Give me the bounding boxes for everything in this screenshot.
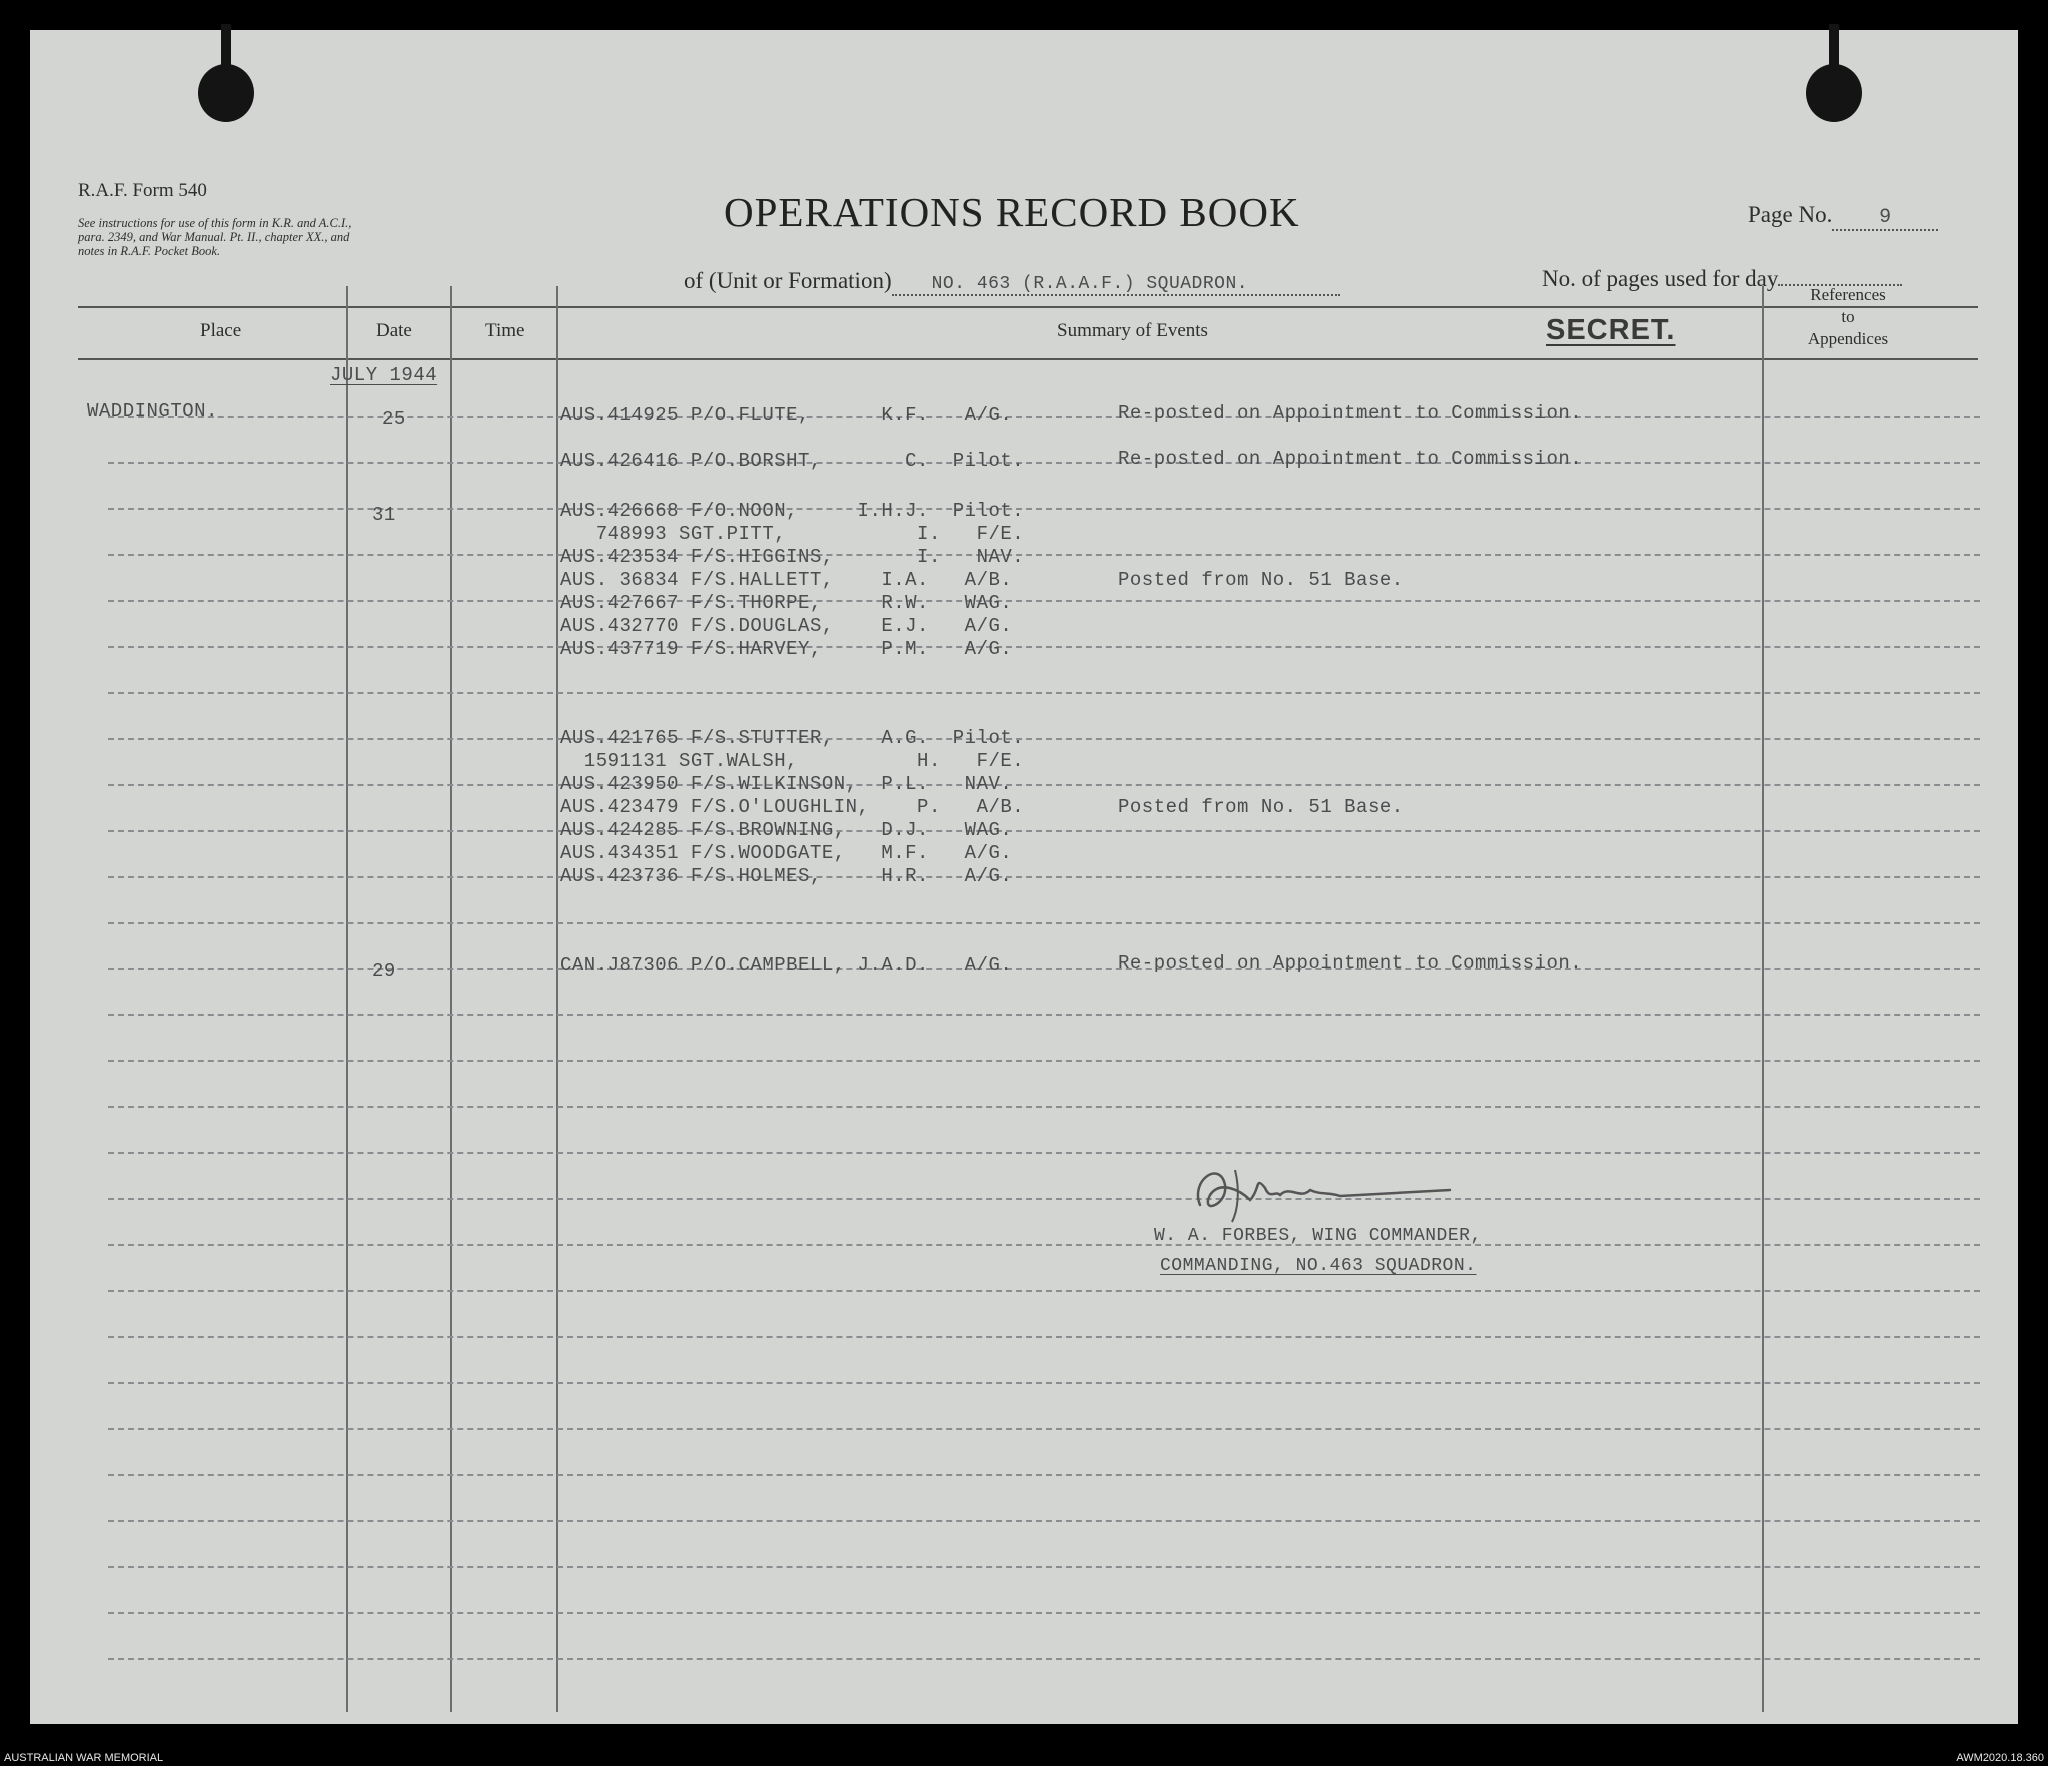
personnel-entry: AUS.423950 F/S.WILKINSON, P.L. NAV.: [560, 773, 1013, 795]
column-divider: [1762, 286, 1764, 1712]
ruled-line: [108, 1612, 1980, 1614]
unit-value: NO. 463 (R.A.A.F.) SQUADRON.: [931, 274, 1249, 294]
personnel-entry: AUS.423479 F/S.O'LOUGHLIN, P. A/B.: [560, 796, 1025, 818]
column-header-references: [1766, 284, 1930, 350]
instruction-line: notes in R.A.F. Pocket Book.: [78, 244, 221, 258]
place-cell: WADDINGTON.: [87, 400, 218, 422]
personnel-entry: AUS.424285 F/S.BROWNING, D.J. WAG.: [560, 819, 1013, 841]
header-rule-bottom: [78, 358, 1978, 360]
personnel-entry: CAN.J87306 P/O.CAMPBELL, J.A.D. A/G.: [560, 954, 1013, 976]
personnel-entry: 1591131 SGT.WALSH, H. F/E.: [560, 750, 1025, 772]
ruled-line: [108, 876, 1980, 878]
ruled-line: [108, 830, 1980, 832]
event-text: Re-posted on Appointment to Commission.: [1118, 448, 1583, 470]
references-line: to: [1841, 307, 1855, 326]
instruction-line: See instructions for use of this form in K.R. and A.C.I.,: [78, 216, 352, 230]
personnel-entry: AUS.437719 F/S.HARVEY, P.M. A/G.: [560, 638, 1013, 660]
footer-credit: AUSTRALIAN WAR MEMORIAL: [4, 1752, 164, 1764]
secret-stamp: SECRET.: [1546, 314, 1676, 346]
form-instructions: [78, 216, 351, 258]
column-header-summary: Summary of Events: [1057, 320, 1208, 341]
ruled-line: [108, 1198, 1980, 1200]
page-number-field: [1748, 202, 1938, 231]
page-number-value: 9: [1879, 206, 1892, 229]
column-header-place: Place: [200, 320, 242, 341]
references-line: References: [1810, 285, 1886, 304]
event-text: Re-posted on Appointment to Commission.: [1118, 402, 1583, 424]
column-divider: [346, 286, 348, 1712]
date-cell: 31: [372, 504, 396, 526]
personnel-entry: AUS.434351 F/S.WOODGATE, M.F. A/G.: [560, 842, 1013, 864]
ruled-line: [108, 646, 1980, 648]
ruled-line: [108, 1290, 1980, 1292]
ruled-line: [108, 1658, 1980, 1660]
personnel-entry: AUS.432770 F/S.DOUGLAS, E.J. A/G.: [560, 615, 1013, 637]
page-number-label: Page No.: [1748, 202, 1833, 227]
form-code: R.A.F. Form 540: [78, 180, 207, 201]
event-text: Re-posted on Appointment to Commission.: [1118, 952, 1583, 974]
ruled-line: [108, 462, 1980, 464]
footer-accession: AWM2020.18.360: [1956, 1752, 2044, 1764]
personnel-entry: AUS.423736 F/S.HOLMES, H.R. A/G.: [560, 865, 1013, 887]
date-cell: 25: [382, 408, 406, 430]
ruled-line: [108, 1474, 1980, 1476]
signature-name: W. A. FORBES, WING COMMANDER,: [1154, 1226, 1482, 1246]
event-text: Posted from No. 51 Base.: [1118, 569, 1404, 591]
punch-hole-left: [198, 64, 254, 122]
ruled-line: [108, 784, 1980, 786]
references-line: Appendices: [1807, 329, 1889, 348]
punch-hole-right: [1806, 64, 1862, 122]
personnel-entry: AUS.427667 F/S.THORPE, R.W. WAG.: [560, 592, 1013, 614]
personnel-entry: AUS.414925 P/O.FLUTE, K.F. A/G.: [560, 404, 1013, 426]
personnel-entry: 748993 SGT.PITT, I. F/E.: [560, 523, 1025, 545]
personnel-entry: AUS.426416 P/O.BORSHT, C. Pilot.: [560, 450, 1025, 472]
month-label: JULY 1944: [330, 364, 438, 386]
ruled-line: [108, 738, 1980, 740]
ruled-line: [108, 1152, 1980, 1154]
ruled-line: [108, 554, 1980, 556]
record-sheet: [30, 30, 2018, 1724]
unit-label: of (Unit or Formation): [684, 268, 892, 293]
column-divider: [556, 286, 558, 1712]
signature-title: COMMANDING, NO.463 SQUADRON.: [1160, 1256, 1477, 1276]
ruled-line: [108, 600, 1980, 602]
personnel-entry: AUS.421765 F/S.STUTTER, A.G. Pilot.: [560, 727, 1025, 749]
ruled-line: [108, 1244, 1980, 1246]
column-header-time: Time: [485, 320, 525, 341]
event-text: Posted from No. 51 Base.: [1118, 796, 1404, 818]
ruled-line: [108, 1520, 1980, 1522]
unit-field: [684, 268, 1340, 296]
pages-used-label: No. of pages used for day: [1542, 266, 1779, 291]
column-header-date: Date: [376, 320, 412, 341]
personnel-entry: AUS.423534 F/S.HIGGINS, I. NAV.: [560, 546, 1025, 568]
instruction-line: para. 2349, and War Manual. Pt. II., chapter XX., and: [78, 230, 350, 244]
ruled-line: [108, 1336, 1980, 1338]
page-title: OPERATIONS RECORD BOOK: [724, 189, 1300, 235]
header-rule-top: [78, 306, 1978, 308]
personnel-entry: AUS. 36834 F/S.HALLETT, I.A. A/B.: [560, 569, 1013, 591]
ruled-line: [108, 1382, 1980, 1384]
ruled-line: [108, 922, 1980, 924]
column-divider: [450, 286, 452, 1712]
ruled-line: [108, 1106, 1980, 1108]
ruled-line: [108, 1428, 1980, 1430]
date-cell: 29: [372, 960, 396, 982]
ruled-line: [108, 1014, 1980, 1016]
ruled-line: [108, 692, 1980, 694]
personnel-entry: AUS.426668 F/O.NOON, I.H.J. Pilot.: [560, 500, 1025, 522]
ruled-line: [108, 1566, 1980, 1568]
ruled-line: [108, 1060, 1980, 1062]
